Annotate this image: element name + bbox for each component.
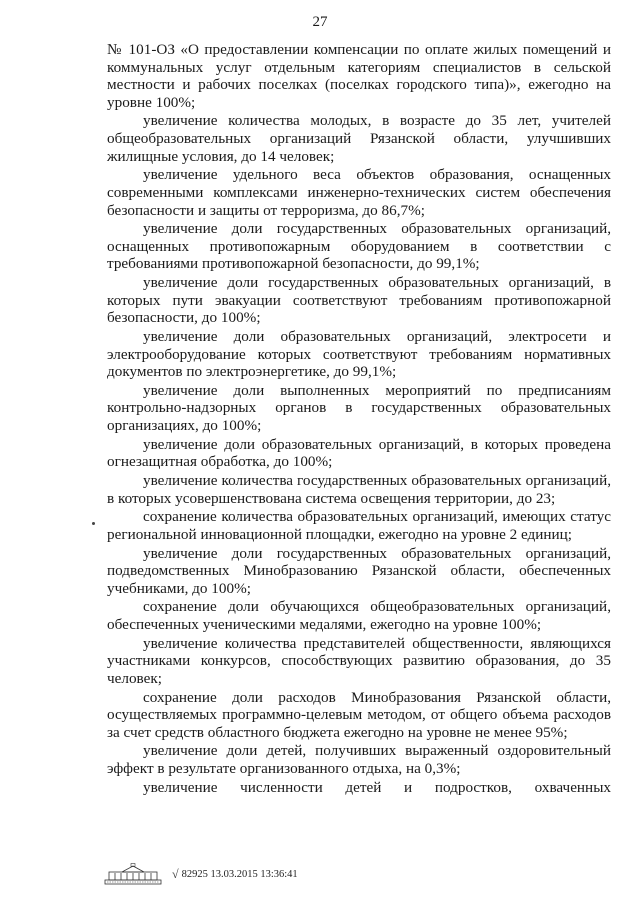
paragraph: сохранение доли обучающихся общеобразовательных организаций, обеспеченных ученическими медалями, ежегодно на уровне 100%; [107, 598, 611, 634]
paragraph: увеличение доли образовательных организаций, в которых проведена огнезащитная обработка, до 100%; [107, 435, 611, 471]
paragraph: увеличение количества молодых, в возрасте до 35 лет, учителей общеобразовательных организаций Рязанской области, улучшивших жилищные условия, до 14 человек; [107, 112, 611, 165]
paragraph: увеличение удельного веса объектов образования, оснащенных современными комплексами инженерно-технических систем обеспечения безопасности и защиты от терроризма, до 86,7%; [107, 166, 611, 219]
paragraph: увеличение доли детей, получивших выраженный оздоровительный эффект в результате организованного отдыха, на 0,3%; [107, 742, 611, 778]
paragraph: увеличение доли выполненных мероприятий по предписаниям контрольно-надзорных органов в государственных образовательных организациях, до 100%; [107, 381, 611, 435]
paragraph: сохранение количества образовательных организаций, имеющих статус региональной инновационной площадки, ежегодно на уровне 2 единиц; [107, 508, 611, 543]
paragraph: № 101-ОЗ «О предоставлении компенсации по оплате жилых помещений и коммунальных услуг отдельным категориям специалистов в сельской местности и рабочих поселках (поселках городского типа)», ежегодно на уровне 100%; [107, 41, 611, 111]
paragraph: увеличение доли образовательных организаций, электросети и электрооборудование которых соответствуют требованиям нормативных документов по электроэнергетике, до 99,1%; [107, 327, 611, 381]
scan-speck [92, 522, 95, 525]
paragraph: увеличение доли государственных образовательных организаций, оснащенных противопожарным оборудованием в соответствии с требованиями противопожарной безопасности, до 99,1%; [107, 220, 611, 273]
footer-stamp: 82925 13.03.2015 13:36:41 [181, 868, 298, 880]
page-number: 27 [312, 14, 328, 30]
paragraph: увеличение количества государственных образовательных организаций, в которых усовершенствована система освещения территории, до 23; [107, 472, 611, 507]
paragraph: увеличение доли государственных образовательных организаций, подведомственных Минобразованию Рязанской области, обеспеченных учебниками, до 100%; [107, 544, 611, 597]
paragraph: увеличение количества представителей общественности, являющихся участниками конкурсов, способствующих развитию образования, до 35 человек; [107, 634, 611, 687]
paragraph: увеличение доли государственных образовательных организаций, в которых пути эвакуации соответствуют требованиям противопожарной безопасности, до 100%; [107, 274, 611, 327]
document-body [107, 41, 611, 797]
paragraph: сохранение доли расходов Минобразования Рязанской области, осуществляемых программно-целевым методом, от общего объема расходов за счет средств областного бюджета ежегодно на уровне не менее 95%; [107, 688, 611, 741]
footer [104, 862, 298, 886]
paragraph: увеличение численности детей и подростков, охваченных [143, 778, 611, 796]
building-seal-icon [104, 863, 162, 885]
document-mark-icon: √ [172, 866, 179, 881]
